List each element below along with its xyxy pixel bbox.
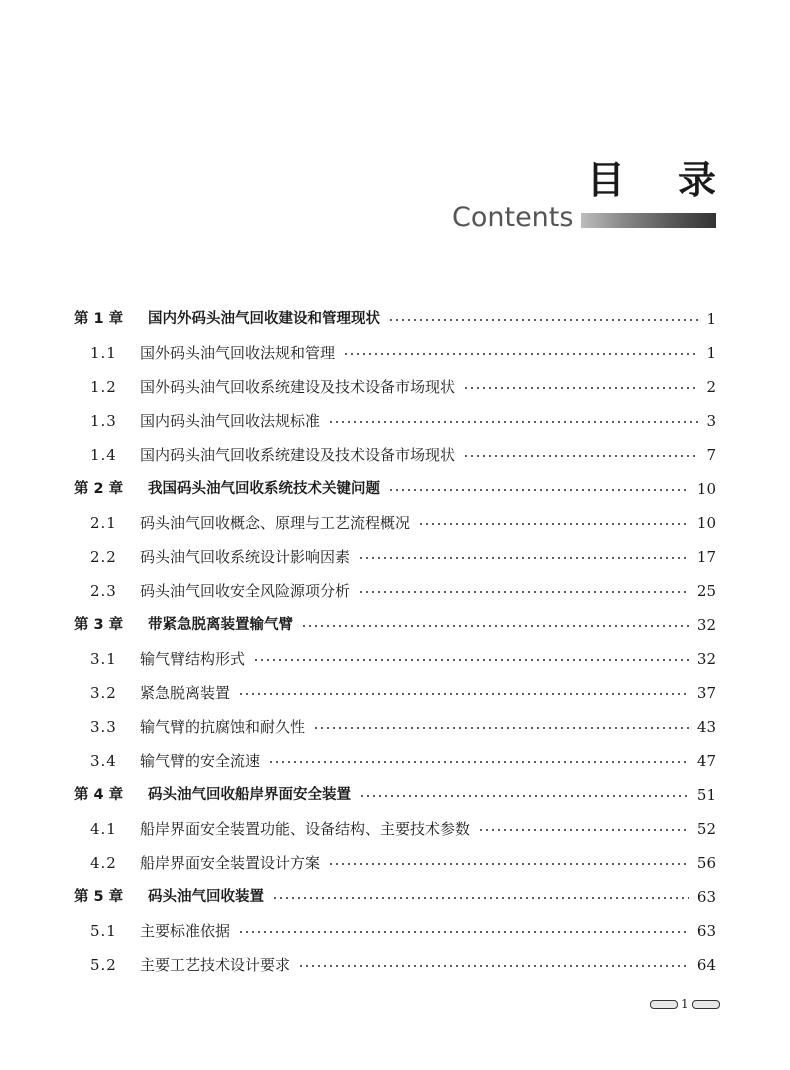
toc-page-number: 10 <box>696 514 716 532</box>
toc-page-number: 10 <box>696 480 716 498</box>
toc-dot-leader <box>343 353 698 355</box>
toc-dot-leader <box>358 591 689 593</box>
toc-entry-number: 3.4 <box>90 752 117 770</box>
toc-page-number: 25 <box>696 582 716 600</box>
toc-page-number: 17 <box>696 548 716 566</box>
toc-entry-title: 国内外码头油气回收建设和管理现状 <box>148 311 380 327</box>
toc-chapter-row[interactable] <box>0 472 790 506</box>
toc-entry-number: 1.2 <box>90 378 117 396</box>
toc-chapter-row[interactable] <box>0 880 790 914</box>
toc-dot-leader <box>359 795 689 797</box>
toc-entry-number: 1.4 <box>90 446 117 464</box>
toc-entry-title: 国内码头油气回收系统建设及技术设备市场现状 <box>140 446 456 464</box>
toc-section-row[interactable] <box>0 574 790 608</box>
toc-entry-number: 第 3 章 <box>74 617 124 633</box>
toc-page-number: 37 <box>696 684 716 702</box>
toc-dot-leader <box>253 659 689 661</box>
toc-entry-title: 码头油气回收概念、原理与工艺流程概况 <box>140 514 411 532</box>
toc-entry-title: 输气臂结构形式 <box>140 650 246 668</box>
toc-chapter-row[interactable] <box>0 302 790 336</box>
toc-dot-leader <box>313 727 689 729</box>
toc-entry-number: 1.3 <box>90 412 117 430</box>
toc-section-row[interactable] <box>0 506 790 540</box>
toc-section-row[interactable] <box>0 438 790 472</box>
toc-entry-title: 国外码头油气回收系统建设及技术设备市场现状 <box>140 378 456 396</box>
toc-section-row[interactable] <box>0 948 790 982</box>
toc-dot-leader <box>478 829 689 831</box>
toc-dot-leader <box>388 319 698 321</box>
toc-page-number: 64 <box>696 956 716 974</box>
toc-dot-leader <box>328 421 698 423</box>
toc-page-number: 43 <box>696 718 716 736</box>
footer-page-number: 1 <box>681 997 689 1011</box>
toc-page-number: 32 <box>696 616 716 634</box>
page-footer <box>650 997 720 1011</box>
toc-entry-number: 4.2 <box>90 854 117 872</box>
toc-page-number: 1 <box>706 310 716 328</box>
toc-entry-title: 国外码头油气回收法规和管理 <box>140 344 336 362</box>
toc-page-number: 63 <box>696 922 716 940</box>
toc-entry-title: 主要工艺技术设计要求 <box>140 956 291 974</box>
toc-section-row[interactable] <box>0 846 790 880</box>
toc-dot-leader <box>388 489 689 491</box>
toc-entry-title: 码头油气回收装置 <box>148 889 264 905</box>
toc-section-row[interactable] <box>0 744 790 778</box>
toc-entry-number: 第 4 章 <box>74 787 124 803</box>
toc-section-row[interactable] <box>0 404 790 438</box>
toc-dot-leader <box>238 693 689 695</box>
footer-right-ornament <box>692 1000 720 1009</box>
toc-entry-title: 码头油气回收系统设计影响因素 <box>140 548 351 566</box>
toc-page-number: 63 <box>696 888 716 906</box>
toc-section-row[interactable] <box>0 914 790 948</box>
toc-entry-number: 3.1 <box>90 650 117 668</box>
toc-page-number: 52 <box>696 820 716 838</box>
toc-entry-number: 2.3 <box>90 582 117 600</box>
toc-entry-number: 2.2 <box>90 548 117 566</box>
page-title: 目 录 <box>586 158 736 202</box>
toc-entry-number: 第 5 章 <box>74 889 124 905</box>
page-subtitle: Contents <box>452 202 574 233</box>
toc-page-number: 1 <box>706 344 716 362</box>
toc-chapter-row[interactable] <box>0 608 790 642</box>
toc-entry-number: 5.2 <box>90 956 117 974</box>
toc-entry-title: 输气臂的抗腐蚀和耐久性 <box>140 718 306 736</box>
toc-section-row[interactable] <box>0 710 790 744</box>
toc-page-number: 2 <box>706 378 716 396</box>
toc-dot-leader <box>418 523 689 525</box>
toc-entry-title: 码头油气回收安全风险源项分析 <box>140 582 351 600</box>
toc-entry-title: 主要标准依据 <box>140 922 231 940</box>
toc-dot-leader <box>301 625 689 627</box>
toc-section-row[interactable] <box>0 642 790 676</box>
toc-dot-leader <box>358 557 689 559</box>
subtitle-decor-bar <box>581 213 716 228</box>
toc-entry-number: 第 2 章 <box>74 481 124 497</box>
footer-left-ornament <box>650 1000 678 1009</box>
toc-dot-leader <box>268 761 689 763</box>
toc-section-row[interactable] <box>0 540 790 574</box>
toc-entry-title: 船岸界面安全装置功能、设备结构、主要技术参数 <box>140 820 471 838</box>
toc-dot-leader <box>272 897 689 899</box>
toc-dot-leader <box>463 455 698 457</box>
toc-section-row[interactable] <box>0 676 790 710</box>
toc-entry-number: 3.2 <box>90 684 117 702</box>
toc-entry-number: 4.1 <box>90 820 117 838</box>
toc-page-number: 56 <box>696 854 716 872</box>
toc-page-number: 51 <box>696 786 716 804</box>
toc-entry-title: 码头油气回收船岸界面安全装置 <box>148 787 351 803</box>
toc-dot-leader <box>328 863 689 865</box>
toc-section-row[interactable] <box>0 812 790 846</box>
toc-section-row[interactable] <box>0 336 790 370</box>
toc-dot-leader <box>238 931 689 933</box>
toc-entry-number: 2.1 <box>90 514 117 532</box>
toc-entry-number: 第 1 章 <box>74 311 124 327</box>
toc-entry-number: 1.1 <box>90 344 117 362</box>
toc-entry-title: 我国码头油气回收系统技术关键问题 <box>148 481 380 497</box>
toc-entry-title: 输气臂的安全流速 <box>140 752 261 770</box>
toc-entry-title: 船岸界面安全装置设计方案 <box>140 854 321 872</box>
toc-entry-number: 3.3 <box>90 718 117 736</box>
toc-entry-title: 国内码头油气回收法规标准 <box>140 412 321 430</box>
toc-dot-leader <box>463 387 698 389</box>
toc-dot-leader <box>298 965 689 967</box>
toc-entry-title: 紧急脱离装置 <box>140 684 231 702</box>
toc-entry-title: 带紧急脱离装置输气臂 <box>148 617 293 633</box>
toc-page-number: 3 <box>706 412 716 430</box>
toc-page-number: 47 <box>696 752 716 770</box>
toc-page-number: 7 <box>706 446 716 464</box>
toc-page-number: 32 <box>696 650 716 668</box>
toc-entry-number: 5.1 <box>90 922 117 940</box>
toc-chapter-row[interactable] <box>0 778 790 812</box>
toc-section-row[interactable] <box>0 370 790 404</box>
